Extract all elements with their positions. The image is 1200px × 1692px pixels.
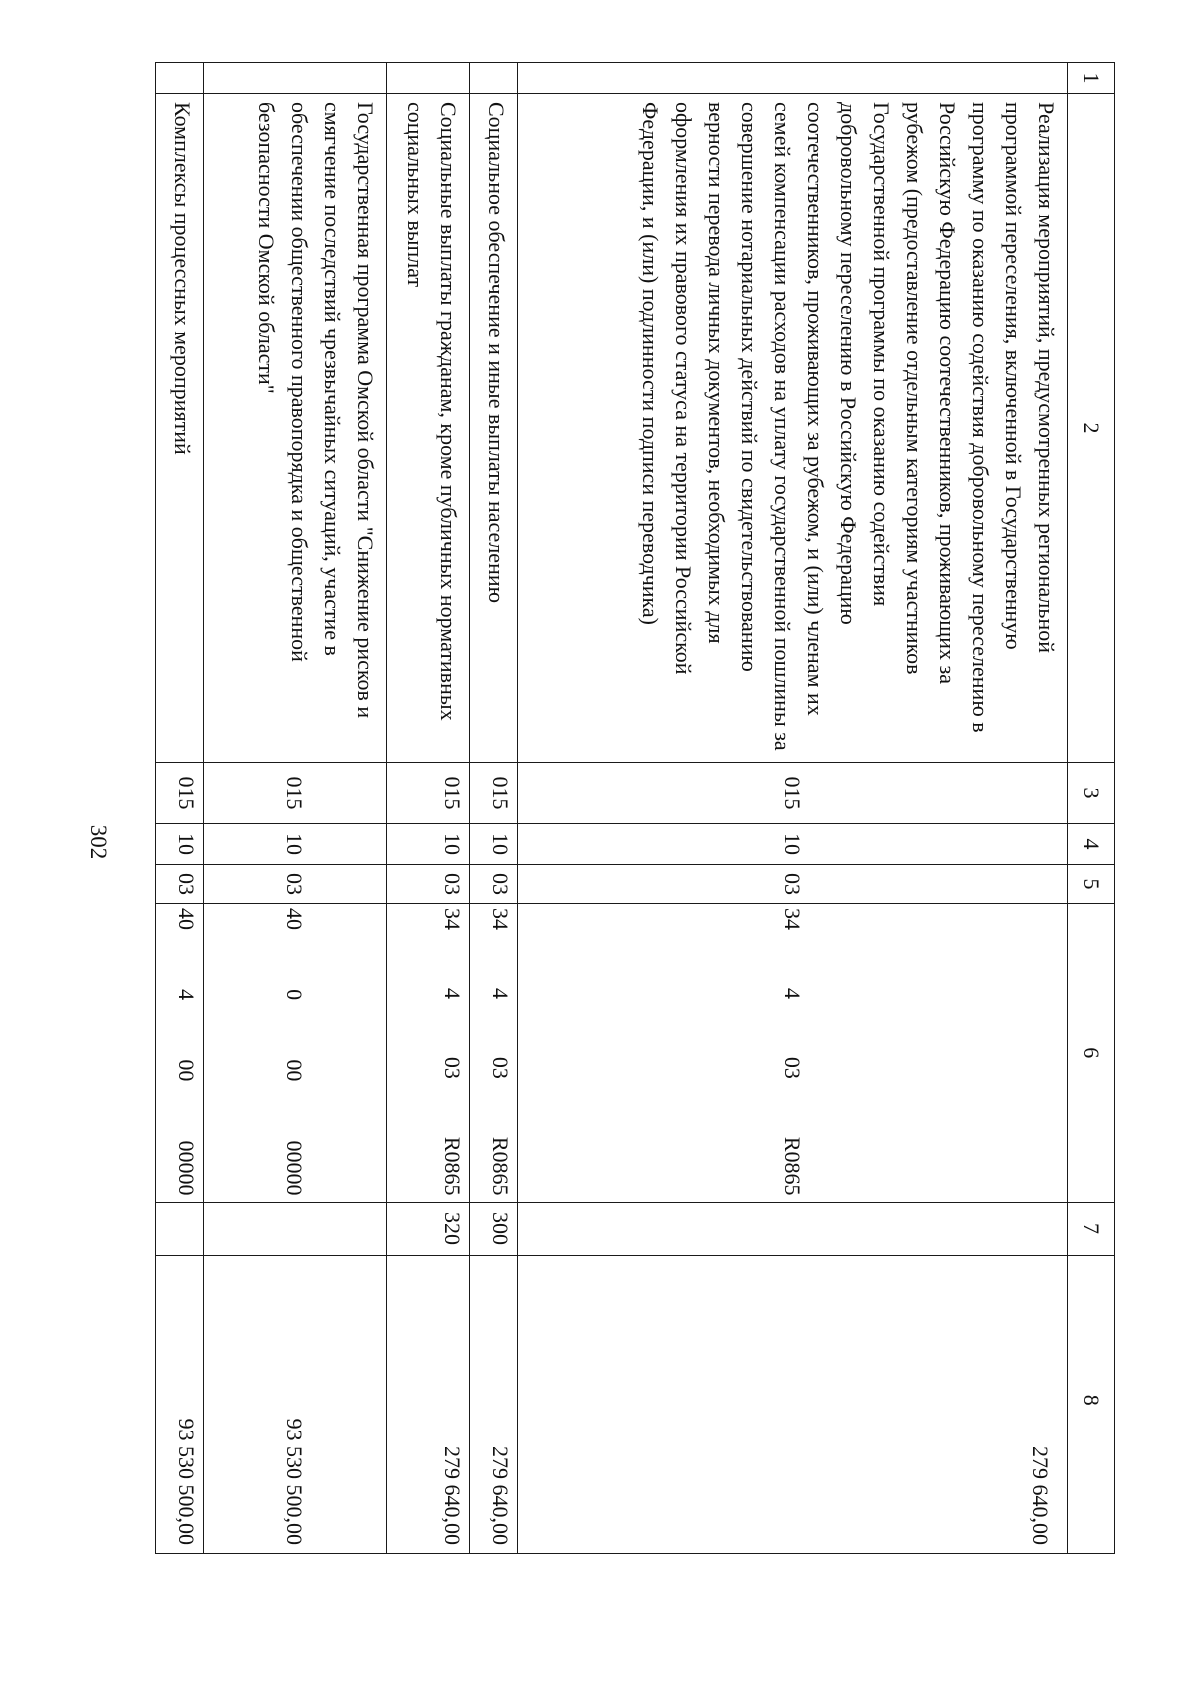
cell-c7: 300 xyxy=(470,1202,518,1255)
code-part: 00 xyxy=(173,1059,199,1082)
header-col-6: 6 xyxy=(1068,904,1115,1203)
rotated-table-container xyxy=(155,62,1115,1554)
cell-c4: 10 xyxy=(470,824,518,865)
cell-c4: 10 xyxy=(203,824,386,865)
code-part: 34 xyxy=(440,908,466,930)
table-row xyxy=(470,63,518,1554)
code-part: 4 xyxy=(488,987,514,999)
cell-c6 xyxy=(156,904,204,1203)
cell-amount: 279 640,00 xyxy=(386,1255,470,1554)
code-part: R0865 xyxy=(440,1136,466,1196)
cell-c4: 10 xyxy=(518,824,1068,865)
cell-c4: 10 xyxy=(156,824,204,865)
cell-amount: 279 640,00 xyxy=(518,1255,1068,1554)
page-number: 302 xyxy=(86,824,111,860)
code-part: 40 xyxy=(282,908,308,930)
cell-c7: 320 xyxy=(386,1202,470,1255)
header-col-2: 2 xyxy=(1068,94,1115,763)
cell-c3: 015 xyxy=(518,763,1068,824)
header-col-4: 4 xyxy=(1068,824,1115,865)
cell-c3: 015 xyxy=(386,763,470,824)
code-part: 4 xyxy=(440,987,466,999)
cell-c6 xyxy=(386,904,470,1203)
row-number-cell xyxy=(386,63,470,94)
row-number-cell xyxy=(203,63,386,94)
cell-c5: 03 xyxy=(386,865,470,904)
cell-c7 xyxy=(518,1202,1068,1255)
header-col-5: 5 xyxy=(1068,865,1115,904)
row-name: Комплексы процессных мероприятий xyxy=(156,94,204,763)
cell-c7 xyxy=(203,1202,386,1255)
row-name: Социальные выплаты гражданам, кроме публичных нормативных социальных выплат xyxy=(386,94,470,763)
cell-c5: 03 xyxy=(518,865,1068,904)
row-number-cell xyxy=(470,63,518,94)
code-part: 34 xyxy=(780,908,806,930)
budget-table xyxy=(155,62,1115,1554)
cell-c6 xyxy=(203,904,386,1203)
table-row xyxy=(203,63,386,1554)
code-part: R0865 xyxy=(488,1136,514,1196)
table-row xyxy=(518,63,1068,1554)
code-part: 0 xyxy=(282,989,308,1001)
header-col-3: 3 xyxy=(1068,763,1115,824)
row-number-cell xyxy=(156,63,204,94)
cell-c3: 015 xyxy=(470,763,518,824)
code-part: 03 xyxy=(780,1056,806,1079)
code-part: 4 xyxy=(173,989,199,1001)
cell-amount: 93 530 500,00 xyxy=(156,1255,204,1554)
row-number-cell xyxy=(518,63,1068,94)
code-part: 4 xyxy=(780,987,806,999)
table-header-row xyxy=(1068,63,1115,1554)
cell-amount: 93 530 500,00 xyxy=(203,1255,386,1554)
header-col-8: 8 xyxy=(1068,1255,1115,1554)
header-col-7: 7 xyxy=(1068,1202,1115,1255)
row-name: Государственная программа Омской области "Снижение рисков и смягчение последствий чрезвычайных ситуаций, участие в обеспечении общественного правопорядка и общественной безопасности Омской области" xyxy=(203,94,386,763)
code-part: 00000 xyxy=(173,1140,199,1196)
cell-c6 xyxy=(518,904,1068,1203)
code-part: 34 xyxy=(488,908,514,930)
code-part: 00 xyxy=(282,1059,308,1082)
cell-c3: 015 xyxy=(203,763,386,824)
cell-c7 xyxy=(156,1202,204,1255)
table-row xyxy=(156,63,204,1554)
row-name: Реализация мероприятий, предусмотренных региональной программой переселения, включенной в Государственную программу по оказанию содействия добровольному переселению в Российскую Федерацию соотечественников, проживающих за рубежом (предоставление отдельным категориям участников Государственной программы по оказанию содействия добровольному переселению в Российскую Федерацию соотечественников, проживающих за рубежом, и (или) членам их семей компенсации расходов на уплату государственной пошлины за совершение нотариальных действий по свидетельствованию верности перевода личных документов, необходимых для оформления их правового статуса на территории Российской Федерации, и (или) подлинности подписи переводчика) xyxy=(518,94,1068,763)
code-part: 00000 xyxy=(282,1140,308,1196)
code-part: 03 xyxy=(440,1056,466,1079)
cell-amount: 279 640,00 xyxy=(470,1255,518,1554)
cell-c5: 03 xyxy=(470,865,518,904)
cell-c6 xyxy=(470,904,518,1203)
header-col-1: 1 xyxy=(1068,63,1115,94)
code-part: R0865 xyxy=(780,1136,806,1196)
code-part: 40 xyxy=(173,908,199,930)
table-row xyxy=(386,63,470,1554)
cell-c4: 10 xyxy=(386,824,470,865)
cell-c5: 03 xyxy=(203,865,386,904)
row-name: Социальное обеспечение и иные выплаты населению xyxy=(470,94,518,763)
code-part: 03 xyxy=(488,1056,514,1079)
cell-c5: 03 xyxy=(156,865,204,904)
cell-c3: 015 xyxy=(156,763,204,824)
